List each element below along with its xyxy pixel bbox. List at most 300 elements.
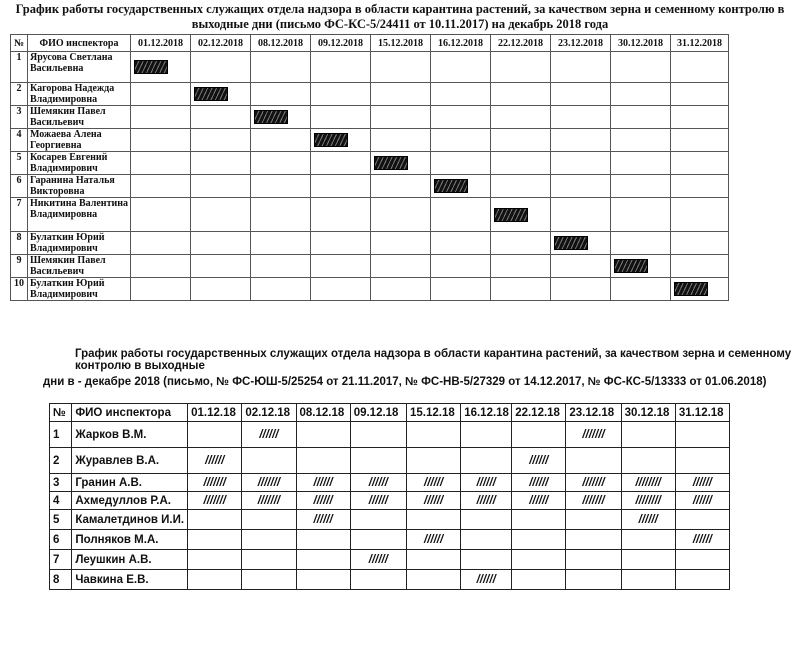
date-cell xyxy=(296,510,350,530)
date-cell xyxy=(621,530,675,550)
duty-mark: /////// xyxy=(582,428,605,441)
date-cell xyxy=(512,492,566,510)
date-cell xyxy=(251,198,311,232)
table-row xyxy=(11,106,729,129)
col-header-date: 23.12.2018 xyxy=(551,35,611,52)
date-cell xyxy=(551,232,611,255)
col-header-date: 16.12.2018 xyxy=(431,35,491,52)
date-cell xyxy=(671,232,729,255)
date-cell xyxy=(242,474,296,492)
duty-mark: ////// xyxy=(259,428,279,441)
date-cell xyxy=(242,448,296,474)
schedule1-table xyxy=(10,34,729,301)
date-cell xyxy=(371,83,431,106)
date-cell xyxy=(296,492,350,510)
date-cell xyxy=(512,448,566,474)
date-cell xyxy=(551,52,611,83)
date-cell xyxy=(621,474,675,492)
col-header-date: 09.12.2018 xyxy=(311,35,371,52)
table-row xyxy=(11,175,729,198)
date-cell xyxy=(251,83,311,106)
schedule2-title-line1: График работы государственных служащих отдела надзора в области карантина растений, за качеством зерна и семенному контролю в выходные xyxy=(75,348,792,372)
inspector-name: Ахмедуллов Р.А. xyxy=(72,492,188,510)
date-cell xyxy=(611,106,671,129)
col-header-date: 02.12.2018 xyxy=(191,35,251,52)
date-cell xyxy=(551,175,611,198)
date-cell xyxy=(675,492,729,510)
date-cell xyxy=(407,530,461,550)
col-header-date: 08.12.18 xyxy=(296,404,350,422)
date-cell xyxy=(675,422,729,448)
date-cell xyxy=(512,510,566,530)
date-cell xyxy=(131,152,191,175)
col-header-date: 15.12.2018 xyxy=(371,35,431,52)
duty-mark: //////// xyxy=(635,476,661,489)
schedule1-header-row xyxy=(11,35,729,52)
date-cell xyxy=(675,550,729,570)
duty-mark xyxy=(434,179,468,193)
date-cell xyxy=(491,129,551,152)
date-cell xyxy=(296,550,350,570)
duty-mark: ////// xyxy=(313,513,333,526)
date-cell xyxy=(350,448,406,474)
date-cell xyxy=(296,448,350,474)
col-header-date: 08.12.2018 xyxy=(251,35,311,52)
duty-mark: /////// xyxy=(257,494,281,507)
duty-mark: ////// xyxy=(424,494,444,507)
inspector-name: Камалетдинов И.И. xyxy=(72,510,188,530)
row-number: 5 xyxy=(50,510,72,530)
date-cell xyxy=(311,129,371,152)
date-cell xyxy=(566,530,621,550)
date-cell xyxy=(191,106,251,129)
inspector-name: Гранин А.В. xyxy=(72,474,188,492)
duty-mark: ////// xyxy=(205,454,225,467)
date-cell xyxy=(311,198,371,232)
table-row xyxy=(50,550,730,570)
inspector-name: Шемякин Павел Васильевич xyxy=(28,255,131,278)
date-cell xyxy=(251,232,311,255)
date-cell xyxy=(191,198,251,232)
date-cell xyxy=(131,255,191,278)
date-cell xyxy=(371,278,431,301)
date-cell xyxy=(242,422,296,448)
table-row xyxy=(50,530,730,550)
inspector-name: Леушкин А.В. xyxy=(72,550,188,570)
date-cell xyxy=(131,52,191,83)
col-header-num: № xyxy=(11,35,28,52)
schedule2-table xyxy=(49,403,730,590)
col-header-date: 22.12.18 xyxy=(512,404,566,422)
table-row xyxy=(11,255,729,278)
date-cell xyxy=(188,492,242,510)
date-cell xyxy=(461,530,512,550)
duty-mark xyxy=(134,60,168,74)
date-cell xyxy=(191,278,251,301)
duty-mark: ////// xyxy=(313,494,333,507)
date-cell xyxy=(350,530,406,550)
date-cell xyxy=(611,152,671,175)
date-cell xyxy=(407,474,461,492)
date-cell xyxy=(311,106,371,129)
duty-mark: ////// xyxy=(313,476,333,489)
date-cell xyxy=(461,492,512,510)
date-cell xyxy=(671,52,729,83)
date-cell xyxy=(491,52,551,83)
date-cell xyxy=(491,232,551,255)
date-cell xyxy=(371,255,431,278)
date-cell xyxy=(407,550,461,570)
date-cell xyxy=(311,175,371,198)
col-header-name: ФИО инспектора xyxy=(28,35,131,52)
inspector-name: Можаева Алена Георгиевна xyxy=(28,129,131,152)
date-cell xyxy=(131,129,191,152)
row-number: 7 xyxy=(50,550,72,570)
duty-mark: ////// xyxy=(476,573,496,586)
date-cell xyxy=(311,83,371,106)
duty-mark: ////// xyxy=(692,533,712,546)
date-cell xyxy=(611,255,671,278)
date-cell xyxy=(251,129,311,152)
date-cell xyxy=(461,570,512,590)
date-cell xyxy=(431,152,491,175)
date-cell xyxy=(131,175,191,198)
col-header-date: 16.12.18 xyxy=(461,404,512,422)
col-header-date: 30.12.2018 xyxy=(611,35,671,52)
date-cell xyxy=(311,52,371,83)
date-cell xyxy=(621,422,675,448)
duty-mark: ////// xyxy=(368,476,388,489)
date-cell xyxy=(551,129,611,152)
date-cell xyxy=(431,232,491,255)
inspector-name: Булаткин Юрий Владимирович xyxy=(28,278,131,301)
table-row xyxy=(50,570,730,590)
row-number: 10 xyxy=(11,278,28,301)
row-number: 3 xyxy=(11,106,28,129)
date-cell xyxy=(296,474,350,492)
duty-mark: //////// xyxy=(635,494,661,507)
col-header-date: 31.12.18 xyxy=(675,404,729,422)
date-cell xyxy=(431,278,491,301)
date-cell xyxy=(611,175,671,198)
date-cell xyxy=(671,129,729,152)
date-cell xyxy=(350,474,406,492)
date-cell xyxy=(491,198,551,232)
table-row xyxy=(50,510,730,530)
date-cell xyxy=(491,255,551,278)
date-cell xyxy=(311,278,371,301)
duty-mark: ////// xyxy=(424,476,444,489)
inspector-name: Журавлев В.А. xyxy=(72,448,188,474)
date-cell xyxy=(131,232,191,255)
duty-mark: ////// xyxy=(368,553,388,566)
date-cell xyxy=(251,152,311,175)
duty-mark: /////// xyxy=(257,476,281,489)
date-cell xyxy=(566,448,621,474)
date-cell xyxy=(191,129,251,152)
date-cell xyxy=(188,422,242,448)
date-cell xyxy=(566,510,621,530)
date-cell xyxy=(242,510,296,530)
date-cell xyxy=(461,474,512,492)
row-number: 6 xyxy=(11,175,28,198)
duty-mark xyxy=(674,282,708,296)
date-cell xyxy=(131,83,191,106)
duty-mark xyxy=(194,87,228,101)
date-cell xyxy=(621,570,675,590)
date-cell xyxy=(431,255,491,278)
date-cell xyxy=(566,474,621,492)
duty-mark: ////// xyxy=(692,494,712,507)
inspector-name: Никитина Валентина Владимировна xyxy=(28,198,131,232)
duty-mark: ////// xyxy=(529,494,549,507)
duty-mark xyxy=(254,110,288,124)
date-cell xyxy=(671,106,729,129)
date-cell xyxy=(311,255,371,278)
date-cell xyxy=(191,255,251,278)
date-cell xyxy=(551,278,611,301)
date-cell xyxy=(251,106,311,129)
date-cell xyxy=(621,510,675,530)
inspector-name: Кагорова Надежда Владимировна xyxy=(28,83,131,106)
date-cell xyxy=(611,198,671,232)
date-cell xyxy=(407,510,461,530)
date-cell xyxy=(191,52,251,83)
date-cell xyxy=(191,232,251,255)
date-cell xyxy=(131,106,191,129)
date-cell xyxy=(566,492,621,510)
date-cell xyxy=(296,570,350,590)
date-cell xyxy=(671,278,729,301)
date-cell xyxy=(491,152,551,175)
row-number: 4 xyxy=(11,129,28,152)
date-cell xyxy=(407,492,461,510)
date-cell xyxy=(242,570,296,590)
duty-mark xyxy=(314,133,348,147)
col-header-date: 30.12.18 xyxy=(621,404,675,422)
table-row xyxy=(11,152,729,175)
date-cell xyxy=(251,175,311,198)
date-cell xyxy=(461,448,512,474)
date-cell xyxy=(621,448,675,474)
row-number: 1 xyxy=(11,52,28,83)
date-cell xyxy=(491,175,551,198)
inspector-name: Гаранина Наталья Викторовна xyxy=(28,175,131,198)
date-cell xyxy=(431,83,491,106)
table-row xyxy=(50,474,730,492)
table-row xyxy=(11,129,729,152)
inspector-name: Косарев Евгений Владимирович xyxy=(28,152,131,175)
table-row xyxy=(11,278,729,301)
table-row xyxy=(50,492,730,510)
inspector-name: Ярусова Светлана Васильевна xyxy=(28,52,131,83)
date-cell xyxy=(191,152,251,175)
date-cell xyxy=(296,530,350,550)
duty-mark: ////// xyxy=(424,533,444,546)
date-cell xyxy=(551,106,611,129)
date-cell xyxy=(671,255,729,278)
duty-mark: ////// xyxy=(692,476,712,489)
date-cell xyxy=(371,52,431,83)
date-cell xyxy=(311,152,371,175)
schedule2-header-row xyxy=(50,404,730,422)
date-cell xyxy=(371,152,431,175)
date-cell xyxy=(461,550,512,570)
row-number: 3 xyxy=(50,474,72,492)
date-cell xyxy=(461,422,512,448)
inspector-name: Шемякин Павел Васильевич xyxy=(28,106,131,129)
date-cell xyxy=(371,129,431,152)
table-row xyxy=(50,448,730,474)
date-cell xyxy=(191,83,251,106)
row-number: 2 xyxy=(11,83,28,106)
col-header-date: 22.12.2018 xyxy=(491,35,551,52)
date-cell xyxy=(675,570,729,590)
date-cell xyxy=(431,198,491,232)
duty-mark: /////// xyxy=(582,494,605,507)
date-cell xyxy=(188,550,242,570)
date-cell xyxy=(491,278,551,301)
date-cell xyxy=(512,550,566,570)
date-cell xyxy=(512,530,566,550)
col-header-date: 31.12.2018 xyxy=(671,35,729,52)
duty-mark xyxy=(374,156,408,170)
date-cell xyxy=(407,422,461,448)
date-cell xyxy=(512,474,566,492)
col-header-date: 09.12.18 xyxy=(350,404,406,422)
date-cell xyxy=(350,422,406,448)
col-header-date: 01.12.18 xyxy=(188,404,242,422)
date-cell xyxy=(431,129,491,152)
inspector-name: Чавкина Е.В. xyxy=(72,570,188,590)
date-cell xyxy=(675,510,729,530)
schedule1-title: График работы государственных служащих отдела надзора в области карантина растений, за качеством зерна и семенному контролю в выходные дни (письмо ФС-КС-5/24411 от 10.11.2017) на декабрь 2018 года xyxy=(15,2,785,31)
date-cell xyxy=(350,570,406,590)
date-cell xyxy=(350,550,406,570)
date-cell xyxy=(431,175,491,198)
table-row xyxy=(11,198,729,232)
date-cell xyxy=(671,152,729,175)
row-number: 5 xyxy=(11,152,28,175)
row-number: 4 xyxy=(50,492,72,510)
inspector-name: Булаткин Юрий Владимирович xyxy=(28,232,131,255)
date-cell xyxy=(371,106,431,129)
duty-mark xyxy=(614,259,648,273)
col-header-num: № xyxy=(50,404,72,422)
row-number: 1 xyxy=(50,422,72,448)
duty-mark: /////// xyxy=(582,476,605,489)
date-cell xyxy=(566,550,621,570)
col-header-date: 01.12.2018 xyxy=(131,35,191,52)
duty-mark: ////// xyxy=(368,494,388,507)
date-cell xyxy=(512,570,566,590)
date-cell xyxy=(551,255,611,278)
table-row xyxy=(11,83,729,106)
date-cell xyxy=(675,448,729,474)
date-cell xyxy=(296,422,350,448)
duty-mark: /////// xyxy=(203,494,226,507)
date-cell xyxy=(371,175,431,198)
date-cell xyxy=(251,278,311,301)
date-cell xyxy=(188,510,242,530)
duty-mark: ////// xyxy=(476,494,496,507)
date-cell xyxy=(621,492,675,510)
date-cell xyxy=(311,232,371,255)
date-cell xyxy=(371,198,431,232)
date-cell xyxy=(131,198,191,232)
date-cell xyxy=(611,232,671,255)
duty-mark xyxy=(554,236,588,250)
table-row xyxy=(11,232,729,255)
row-number: 9 xyxy=(11,255,28,278)
row-number: 2 xyxy=(50,448,72,474)
date-cell xyxy=(407,570,461,590)
col-header-date: 23.12.18 xyxy=(566,404,621,422)
date-cell xyxy=(251,52,311,83)
row-number: 8 xyxy=(50,570,72,590)
date-cell xyxy=(551,152,611,175)
date-cell xyxy=(566,570,621,590)
date-cell xyxy=(611,83,671,106)
date-cell xyxy=(188,474,242,492)
date-cell xyxy=(566,422,621,448)
schedule2-title-line2: дни в - декабре 2018 (письмо, № ФС-ЮШ-5/25254 от 21.11.2017, № ФС-НВ-5/27329 от 14.12.2017, № ФС-КС-5/13333 от 01.06.2018) xyxy=(43,376,767,388)
date-cell xyxy=(188,570,242,590)
date-cell xyxy=(350,510,406,530)
date-cell xyxy=(242,550,296,570)
date-cell xyxy=(131,278,191,301)
inspector-name: Полняков М.А. xyxy=(72,530,188,550)
date-cell xyxy=(621,550,675,570)
date-cell xyxy=(491,83,551,106)
date-cell xyxy=(671,83,729,106)
date-cell xyxy=(188,530,242,550)
col-header-name: ФИО инспектора xyxy=(72,404,188,422)
table-row xyxy=(11,52,729,83)
date-cell xyxy=(461,510,512,530)
duty-mark xyxy=(494,208,528,222)
date-cell xyxy=(251,255,311,278)
date-cell xyxy=(188,448,242,474)
duty-mark: ////// xyxy=(529,476,549,489)
duty-mark: ////// xyxy=(638,513,658,526)
date-cell xyxy=(611,129,671,152)
table-row xyxy=(50,422,730,448)
date-cell xyxy=(431,106,491,129)
duty-mark: ////// xyxy=(529,454,549,467)
col-header-date: 15.12.18 xyxy=(407,404,461,422)
date-cell xyxy=(512,422,566,448)
row-number: 7 xyxy=(11,198,28,232)
row-number: 8 xyxy=(11,232,28,255)
date-cell xyxy=(371,232,431,255)
date-cell xyxy=(675,530,729,550)
date-cell xyxy=(350,492,406,510)
col-header-date: 02.12.18 xyxy=(242,404,296,422)
date-cell xyxy=(611,52,671,83)
date-cell xyxy=(242,492,296,510)
date-cell xyxy=(191,175,251,198)
date-cell xyxy=(491,106,551,129)
date-cell xyxy=(671,175,729,198)
date-cell xyxy=(431,52,491,83)
row-number: 6 xyxy=(50,530,72,550)
date-cell xyxy=(242,530,296,550)
date-cell xyxy=(675,474,729,492)
date-cell xyxy=(611,278,671,301)
duty-mark: ////// xyxy=(476,476,496,489)
inspector-name: Жарков В.М. xyxy=(72,422,188,448)
